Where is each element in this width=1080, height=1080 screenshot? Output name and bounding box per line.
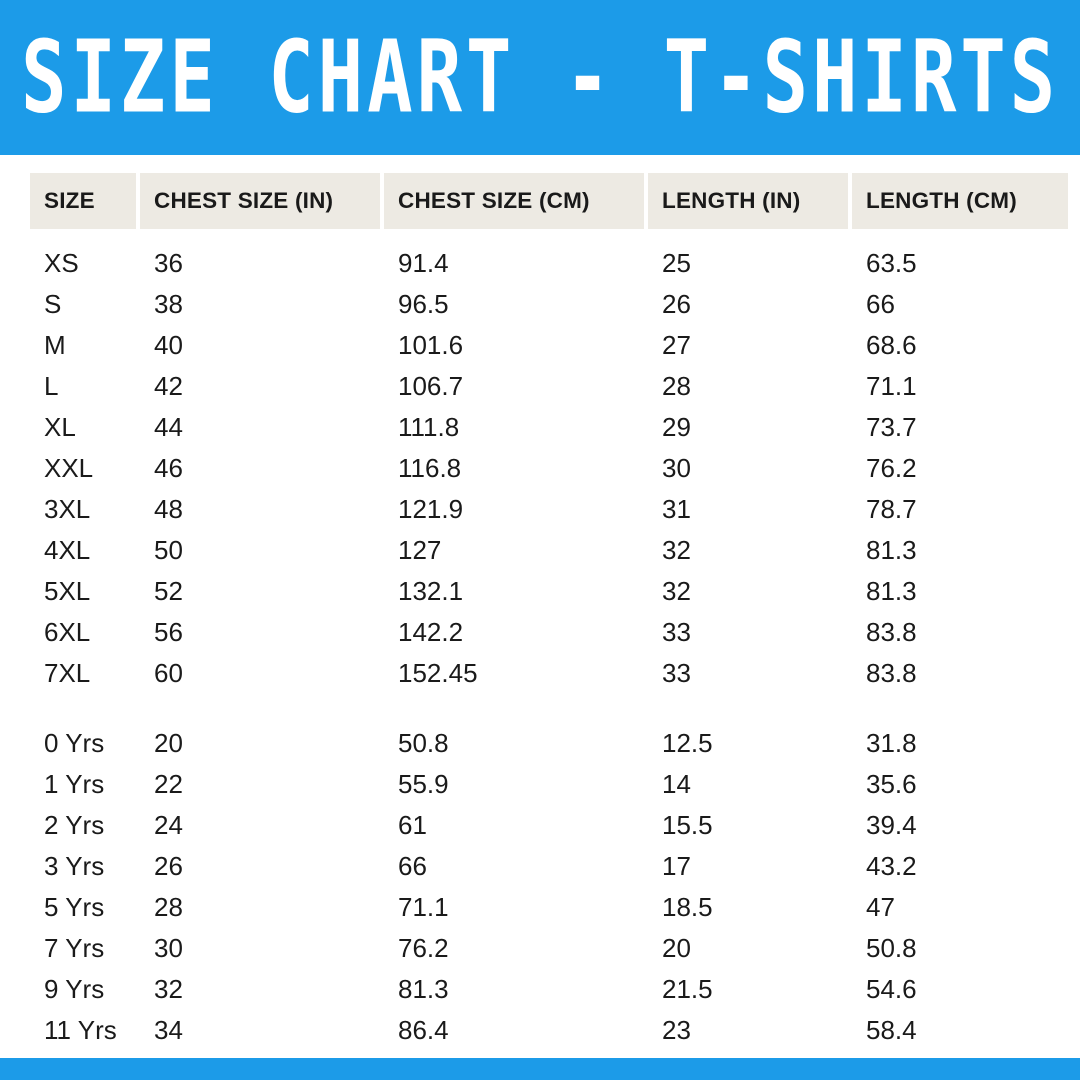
cell-chest-cm: 91.4 xyxy=(398,248,449,278)
cell-size: 7XL xyxy=(44,658,91,688)
cell-length-in: 21.5 xyxy=(662,974,713,1004)
cell-chest-in: 20 xyxy=(154,728,183,758)
table-row xyxy=(30,407,1068,448)
cell-length-cm: 43.2 xyxy=(866,851,917,881)
cell-chest-cm: 86.4 xyxy=(398,1015,449,1045)
cell-length-cm: 68.6 xyxy=(866,330,917,360)
cell-length-in: 20 xyxy=(662,933,691,963)
cell-chest-cm: 127 xyxy=(398,535,442,565)
cell-chest-cm: 81.3 xyxy=(398,974,449,1004)
table-body-kids xyxy=(30,723,1068,1051)
cell-chest-cm: 116.8 xyxy=(398,453,462,483)
cell-chest-in: 44 xyxy=(154,412,183,442)
cell-chest-in: 24 xyxy=(154,810,183,840)
cell-chest-in: 60 xyxy=(154,658,183,688)
table-row xyxy=(30,366,1068,407)
table-row xyxy=(30,284,1068,325)
cell-size: 9 Yrs xyxy=(44,974,105,1004)
cell-length-in: 15.5 xyxy=(662,810,713,840)
table-row xyxy=(30,723,1068,764)
cell-size: S xyxy=(44,289,62,319)
cell-size: 5 Yrs xyxy=(44,892,105,922)
cell-chest-in: 34 xyxy=(154,1015,183,1045)
cell-length-in: 26 xyxy=(662,289,691,319)
cell-chest-cm: 96.5 xyxy=(398,289,449,319)
cell-length-cm: 35.6 xyxy=(866,769,917,799)
table-row xyxy=(30,805,1068,846)
cell-size: 6XL xyxy=(44,617,91,647)
cell-chest-cm: 50.8 xyxy=(398,728,449,758)
cell-size: 2 Yrs xyxy=(44,810,105,840)
cell-size: 5XL xyxy=(44,576,91,606)
cell-chest-in: 52 xyxy=(154,576,183,606)
cell-length-in: 30 xyxy=(662,453,691,483)
table-row xyxy=(30,887,1068,928)
table-row xyxy=(30,846,1068,887)
table-row xyxy=(30,530,1068,571)
cell-size: 4XL xyxy=(44,535,91,565)
table-row xyxy=(30,969,1068,1010)
column-header-length-in: LENGTH (IN) xyxy=(648,173,848,229)
table-row xyxy=(30,489,1068,530)
table-row xyxy=(30,653,1068,694)
cell-chest-cm: 76.2 xyxy=(398,933,449,963)
page-title: SIZE CHART - T-SHIRTS xyxy=(20,19,1060,136)
cell-chest-cm: 152.45 xyxy=(398,658,478,688)
cell-chest-in: 32 xyxy=(154,974,183,1004)
cell-chest-cm: 142.2 xyxy=(398,617,464,647)
cell-size: XL xyxy=(44,412,76,442)
cell-chest-cm: 55.9 xyxy=(398,769,449,799)
cell-chest-in: 30 xyxy=(154,933,183,963)
cell-length-cm: 63.5 xyxy=(866,248,917,278)
cell-length-in: 18.5 xyxy=(662,892,713,922)
footer-banner xyxy=(0,1058,1080,1080)
header-banner xyxy=(0,0,1080,155)
cell-chest-cm: 71.1 xyxy=(398,892,449,922)
cell-length-cm: 83.8 xyxy=(866,617,917,647)
cell-length-in: 31 xyxy=(662,494,691,524)
column-header-chest-in: CHEST SIZE (IN) xyxy=(140,173,380,229)
cell-size: L xyxy=(44,371,59,401)
cell-length-in: 14 xyxy=(662,769,691,799)
cell-chest-in: 26 xyxy=(154,851,183,881)
column-header-size: SIZE xyxy=(30,173,136,229)
table-row xyxy=(30,764,1068,805)
table-row xyxy=(30,612,1068,653)
cell-chest-cm: 61 xyxy=(398,810,427,840)
column-header-length-cm: LENGTH (CM) xyxy=(852,173,1068,229)
cell-chest-in: 36 xyxy=(154,248,183,278)
cell-length-in: 33 xyxy=(662,658,691,688)
cell-length-in: 33 xyxy=(662,617,691,647)
cell-chest-in: 50 xyxy=(154,535,183,565)
cell-length-cm: 47 xyxy=(866,892,895,922)
cell-chest-in: 22 xyxy=(154,769,183,799)
column-header-chest-cm: CHEST SIZE (CM) xyxy=(384,173,644,229)
cell-length-in: 12.5 xyxy=(662,728,713,758)
table-header-row xyxy=(30,173,1068,229)
cell-length-in: 27 xyxy=(662,330,691,360)
table-header xyxy=(30,173,1068,229)
cell-length-in: 25 xyxy=(662,248,691,278)
cell-chest-in: 40 xyxy=(154,330,183,360)
cell-chest-in: 28 xyxy=(154,892,183,922)
cell-chest-cm: 106.7 xyxy=(398,371,464,401)
cell-size: XXL xyxy=(44,453,94,483)
cell-chest-in: 42 xyxy=(154,371,183,401)
table-row xyxy=(30,1010,1068,1051)
cell-size: 0 Yrs xyxy=(44,728,105,758)
cell-chest-in: 48 xyxy=(154,494,183,524)
cell-length-cm: 81.3 xyxy=(866,535,917,565)
cell-length-cm: 81.3 xyxy=(866,576,917,606)
cell-chest-in: 46 xyxy=(154,453,183,483)
cell-length-cm: 58.4 xyxy=(866,1015,917,1045)
cell-length-cm: 71.1 xyxy=(866,371,917,401)
cell-length-in: 32 xyxy=(662,576,691,606)
table-row xyxy=(30,229,1068,284)
cell-size: 1 Yrs xyxy=(44,769,105,799)
cell-chest-cm: 121.9 xyxy=(398,494,464,524)
section-spacer xyxy=(30,694,1068,723)
cell-chest-cm: 101.6 xyxy=(398,330,464,360)
cell-length-in: 32 xyxy=(662,535,691,565)
table-row xyxy=(30,325,1068,366)
cell-length-cm: 76.2 xyxy=(866,453,917,483)
cell-length-cm: 73.7 xyxy=(866,412,917,442)
cell-length-cm: 31.8 xyxy=(866,728,917,758)
cell-length-in: 23 xyxy=(662,1015,691,1045)
cell-chest-cm: 132.1 xyxy=(398,576,464,606)
cell-chest-cm: 66 xyxy=(398,851,427,881)
cell-size: XS xyxy=(44,248,79,278)
cell-length-cm: 78.7 xyxy=(866,494,917,524)
cell-length-cm: 54.6 xyxy=(866,974,917,1004)
table-row xyxy=(30,571,1068,612)
cell-length-cm: 39.4 xyxy=(866,810,917,840)
size-chart-table xyxy=(26,173,1072,1051)
cell-length-in: 28 xyxy=(662,371,691,401)
cell-chest-in: 56 xyxy=(154,617,183,647)
cell-size: 3 Yrs xyxy=(44,851,105,881)
table-area xyxy=(0,155,1080,1058)
cell-size: 3XL xyxy=(44,494,91,524)
table-body-adult xyxy=(30,229,1068,723)
cell-length-cm: 66 xyxy=(866,289,895,319)
cell-size: 11 Yrs xyxy=(44,1015,117,1045)
cell-size: 7 Yrs xyxy=(44,933,105,963)
table-row xyxy=(30,928,1068,969)
cell-length-in: 29 xyxy=(662,412,691,442)
table-row xyxy=(30,448,1068,489)
cell-size: M xyxy=(44,330,66,360)
cell-chest-cm: 111.8 xyxy=(398,412,460,442)
cell-length-cm: 50.8 xyxy=(866,933,917,963)
cell-chest-in: 38 xyxy=(154,289,183,319)
cell-length-cm: 83.8 xyxy=(866,658,917,688)
cell-length-in: 17 xyxy=(662,851,691,881)
